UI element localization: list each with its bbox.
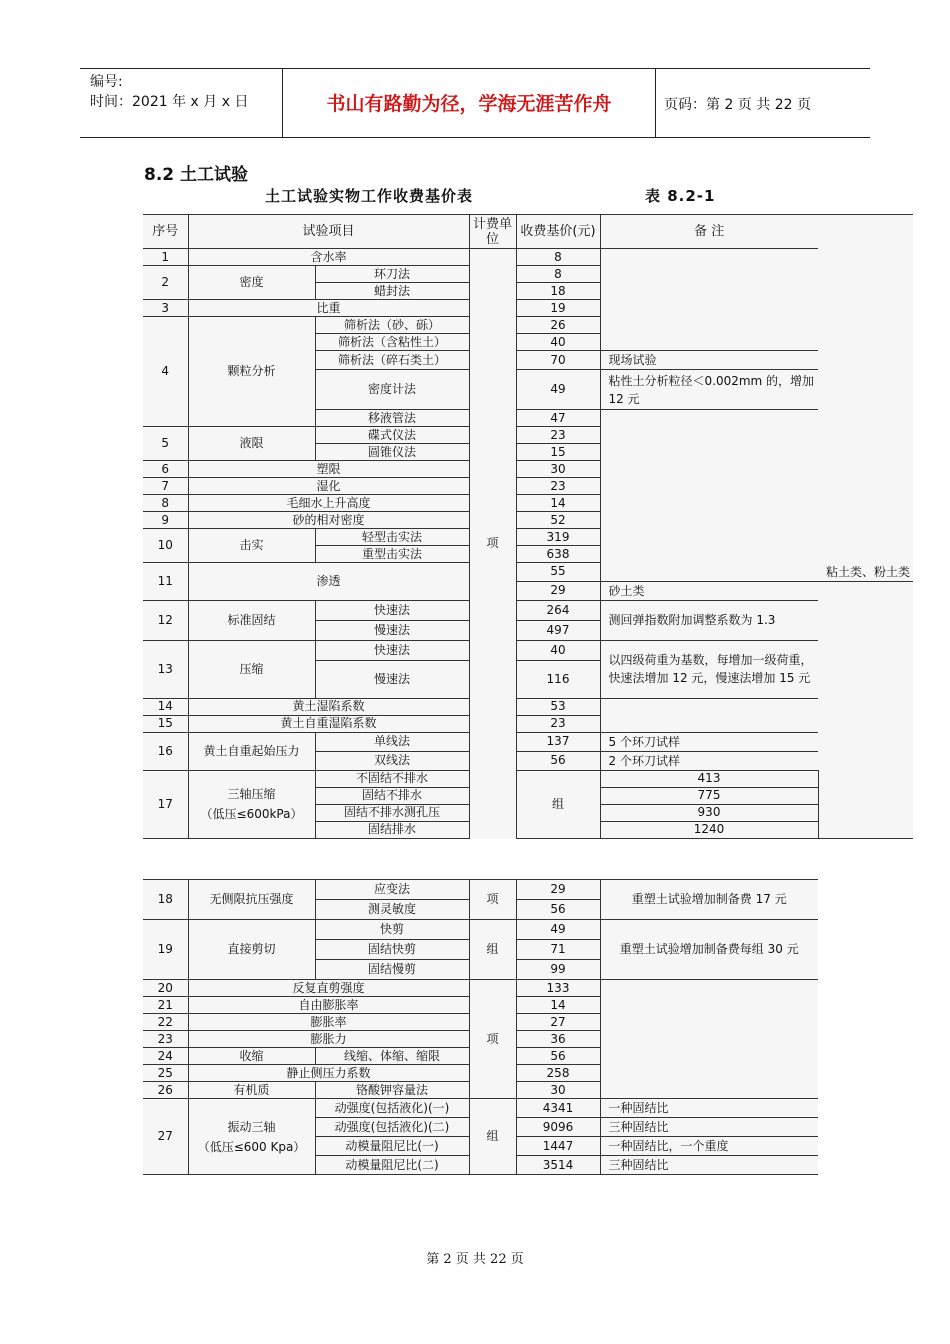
- header-meta: [90, 72, 248, 112]
- row-method: 重型击实法: [315, 546, 469, 563]
- row-seq: 12: [143, 600, 188, 640]
- row-price: 775: [600, 787, 818, 804]
- row-price: 19: [516, 300, 600, 317]
- row-price: 30: [516, 461, 600, 478]
- row-name: 击实: [188, 529, 315, 563]
- row-seq: 26: [143, 1082, 188, 1099]
- row-price: 29: [516, 581, 600, 600]
- row-method: 碟式仪法: [315, 427, 469, 444]
- row-price: 23: [516, 478, 600, 495]
- row-method: 线缩、体缩、缩限: [315, 1048, 469, 1065]
- row-price: 49: [516, 920, 600, 940]
- table-row: [143, 698, 913, 715]
- table-row: [143, 980, 818, 997]
- row-name: 密度: [188, 266, 315, 300]
- row-seq: 16: [143, 732, 188, 770]
- time-label: 时间：2021 年 x 月 x 日: [90, 94, 249, 110]
- row-price: 14: [516, 997, 600, 1014]
- remark-cell: 2 个环刀试样: [600, 751, 818, 770]
- row-price: 56: [516, 900, 600, 920]
- row-price: 116: [516, 660, 600, 698]
- row-seq: 13: [143, 640, 188, 698]
- remark-cell: 重塑土试验增加制备费 17 元: [600, 880, 818, 920]
- row-name: 渗透: [188, 563, 469, 601]
- unit-cell: 组: [469, 920, 516, 980]
- header-divider: [655, 69, 656, 137]
- row-price: 36: [516, 1031, 600, 1048]
- row-price: 137: [516, 732, 600, 751]
- table-title: 土工试验实物工作收费基价表: [265, 187, 474, 205]
- row-method: 环刀法: [315, 266, 469, 283]
- row-method: 单线法: [315, 732, 469, 751]
- row-price: 497: [516, 620, 600, 640]
- row-method: 铬酸钾容量法: [315, 1082, 469, 1099]
- row-name: 液限: [188, 427, 315, 461]
- section-title: 8.2 土工试验: [144, 165, 249, 185]
- row-method: 动模量阻尼比(一): [315, 1137, 469, 1156]
- row-seq: 10: [143, 529, 188, 563]
- unit-cell: 组: [516, 770, 600, 838]
- row-price: 9096: [516, 1118, 600, 1137]
- table-row: [143, 920, 818, 940]
- row-seq: 9: [143, 512, 188, 529]
- table-row: [143, 600, 913, 620]
- row-price: 14: [516, 495, 600, 512]
- row-seq: 20: [143, 980, 188, 997]
- remark-cell: 测回弹指数附加调整系数为 1.3: [600, 600, 818, 640]
- col-unit: 计费单位: [469, 215, 516, 249]
- row-seq: 2: [143, 266, 188, 300]
- remark-cell: 一种固结比: [600, 1099, 818, 1118]
- row-name: 毛细水上升高度: [188, 495, 469, 512]
- row-price: 23: [516, 427, 600, 444]
- col-price: 收费基价(元): [516, 215, 600, 249]
- col-seq: 序号: [143, 215, 188, 249]
- row-price: 56: [516, 1048, 600, 1065]
- row-method: 双线法: [315, 751, 469, 770]
- page-header: [80, 68, 870, 138]
- row-seq: 6: [143, 461, 188, 478]
- row-seq: 19: [143, 920, 188, 980]
- row-seq: 1: [143, 249, 188, 266]
- row-name: 黄土自重起始压力: [188, 732, 315, 770]
- row-price: 1240: [600, 821, 818, 838]
- row-name: 湿化: [188, 478, 469, 495]
- row-name: 收缩: [188, 1048, 315, 1065]
- row-price: 49: [516, 370, 600, 410]
- row-method: 动模量阻尼比(二): [315, 1156, 469, 1175]
- remark-cell: [600, 334, 818, 351]
- row-name-main: 三轴压缩: [227, 787, 276, 801]
- number-label: 编号:: [90, 74, 123, 90]
- row-price: 8: [516, 249, 600, 266]
- row-method: 移液管法: [315, 410, 469, 427]
- row-method: 固结排水: [315, 821, 469, 838]
- row-price: 71: [516, 940, 600, 960]
- remark-cell: 重塑土试验增加制备费每组 30 元: [600, 920, 818, 980]
- row-seq: 18: [143, 880, 188, 920]
- row-seq: 8: [143, 495, 188, 512]
- remark-cell: 粘土类、粉土类: [818, 563, 913, 582]
- row-seq: 7: [143, 478, 188, 495]
- row-method: 快剪: [315, 920, 469, 940]
- row-name: 反复直剪强度: [188, 980, 469, 997]
- header-motto: 书山有路勤为径，学海无涯苦作舟: [326, 93, 612, 115]
- row-seq: 25: [143, 1065, 188, 1082]
- row-method: 筛析法（含粘性土）: [315, 334, 469, 351]
- remark-cell: [818, 770, 913, 838]
- row-seq: 5: [143, 427, 188, 461]
- remark-cell: 粘性土分析粒径＜0.002mm 的，增加 12 元: [600, 370, 818, 410]
- row-name-sub: （低压≤600kPa）: [200, 807, 303, 821]
- row-price: 56: [516, 751, 600, 770]
- row-price: 4341: [516, 1099, 600, 1118]
- row-seq: 21: [143, 997, 188, 1014]
- row-name: 压缩: [188, 640, 315, 698]
- remark-cell: [600, 698, 818, 732]
- row-price: 3514: [516, 1156, 600, 1175]
- row-method: 快速法: [315, 600, 469, 620]
- unit-cell: 项: [469, 249, 516, 839]
- remark-cell: 一种固结比，一个重度: [600, 1137, 818, 1156]
- header-page-label: 页码：第 2 页 共 22 页: [664, 97, 811, 113]
- row-price: 264: [516, 600, 600, 620]
- row-name: 膨胀力: [188, 1031, 469, 1048]
- remark-cell: 以四级荷重为基数，每增加一级荷重，快速法增加 12 元，慢速法增加 15 元: [600, 640, 818, 698]
- unit-cell: 项: [469, 880, 516, 920]
- row-price: 52: [516, 512, 600, 529]
- row-name: 标准固结: [188, 600, 315, 640]
- row-price: 47: [516, 410, 600, 427]
- row-name: 膨胀率: [188, 1014, 469, 1031]
- row-method: 蜡封法: [315, 283, 469, 300]
- row-method: 慢速法: [315, 660, 469, 698]
- row-seq: 17: [143, 770, 188, 838]
- row-method: 测灵敏度: [315, 900, 469, 920]
- row-seq: 24: [143, 1048, 188, 1065]
- row-method: 轻型击实法: [315, 529, 469, 546]
- row-price: 40: [516, 334, 600, 351]
- row-method: 筛析法（砂、砾）: [315, 317, 469, 334]
- row-method: 快速法: [315, 640, 469, 660]
- row-method: 固结不排水: [315, 787, 469, 804]
- row-price: 258: [516, 1065, 600, 1082]
- row-name: 无侧限抗压强度: [188, 880, 315, 920]
- fee-table-part1: [143, 214, 913, 839]
- row-name: 塑限: [188, 461, 469, 478]
- table-header-row: [143, 215, 913, 249]
- remark-cell: [600, 410, 818, 582]
- remark-cell: [600, 980, 818, 1099]
- row-seq: 22: [143, 1014, 188, 1031]
- row-seq: 14: [143, 698, 188, 715]
- row-price: 1447: [516, 1137, 600, 1156]
- row-price: 29: [516, 880, 600, 900]
- row-price: 99: [516, 960, 600, 980]
- row-method: 固结不排水测孔压: [315, 804, 469, 821]
- row-method: 固结慢剪: [315, 960, 469, 980]
- row-name: [188, 1099, 315, 1175]
- row-name: 颗粒分析: [188, 317, 315, 427]
- unit-cell: 组: [469, 1099, 516, 1175]
- table-row: [143, 770, 913, 787]
- remark-cell: 5 个环刀试样: [600, 732, 818, 751]
- row-price: 23: [516, 715, 600, 732]
- row-name-main: 振动三轴: [227, 1119, 276, 1134]
- row-name: 静止侧压力系数: [188, 1065, 469, 1082]
- remark-cell: 三种固结比: [600, 1156, 818, 1175]
- row-price: 15: [516, 444, 600, 461]
- row-method: 动强度(包括液化)(二): [315, 1118, 469, 1137]
- row-seq: 15: [143, 715, 188, 732]
- row-price: 638: [516, 546, 600, 563]
- page-footer: 第 2 页 共 22 页: [426, 1252, 524, 1267]
- remark-cell: 三种固结比: [600, 1118, 818, 1137]
- table-row: [143, 1099, 818, 1118]
- remark-cell: 现场试验: [600, 351, 818, 370]
- row-name: 砂的相对密度: [188, 512, 469, 529]
- remark-cell: [600, 249, 818, 334]
- row-name: 黄土湿陷系数: [188, 698, 469, 715]
- row-method: 动强度(包括液化)(一): [315, 1099, 469, 1118]
- table-row: [143, 880, 818, 900]
- row-name: [188, 770, 315, 838]
- row-seq: 27: [143, 1099, 188, 1175]
- row-seq: 11: [143, 563, 188, 601]
- table-number: 表 8.2-1: [645, 187, 716, 205]
- row-price: 53: [516, 698, 600, 715]
- row-method: 应变法: [315, 880, 469, 900]
- row-name: 自由膨胀率: [188, 997, 469, 1014]
- row-name: 直接剪切: [188, 920, 315, 980]
- row-method: 慢速法: [315, 620, 469, 640]
- row-price: 27: [516, 1014, 600, 1031]
- row-method: 筛析法（碎石类土）: [315, 351, 469, 370]
- row-price: 26: [516, 317, 600, 334]
- row-name: 含水率: [188, 249, 469, 266]
- col-remark: 备 注: [600, 215, 818, 249]
- table-row: [143, 249, 913, 266]
- row-seq: 4: [143, 317, 188, 427]
- fee-table-part2: [143, 879, 818, 1175]
- row-method: 不固结不排水: [315, 770, 469, 787]
- row-price: 70: [516, 351, 600, 370]
- unit-cell: 项: [469, 980, 516, 1099]
- remark-cell: 砂土类: [600, 581, 818, 600]
- row-price: 40: [516, 640, 600, 660]
- col-item: 试验项目: [188, 215, 469, 249]
- row-price: 413: [600, 770, 818, 787]
- row-price: 8: [516, 266, 600, 283]
- row-name: 比重: [188, 300, 469, 317]
- row-price: 930: [600, 804, 818, 821]
- row-price: 55: [516, 563, 600, 582]
- row-method: 密度计法: [315, 370, 469, 410]
- row-price: 133: [516, 980, 600, 997]
- row-seq: 23: [143, 1031, 188, 1048]
- row-price: 18: [516, 283, 600, 300]
- row-method: 圆锥仪法: [315, 444, 469, 461]
- row-name-sub: （低压≤600 Kpa）: [197, 1139, 306, 1154]
- row-method: 固结快剪: [315, 940, 469, 960]
- row-price: 30: [516, 1082, 600, 1099]
- row-seq: 3: [143, 300, 188, 317]
- row-price: 319: [516, 529, 600, 546]
- table-row: [143, 640, 913, 660]
- table-row: [143, 732, 913, 751]
- row-name: 有机质: [188, 1082, 315, 1099]
- row-name: 黄土自重湿陷系数: [188, 715, 469, 732]
